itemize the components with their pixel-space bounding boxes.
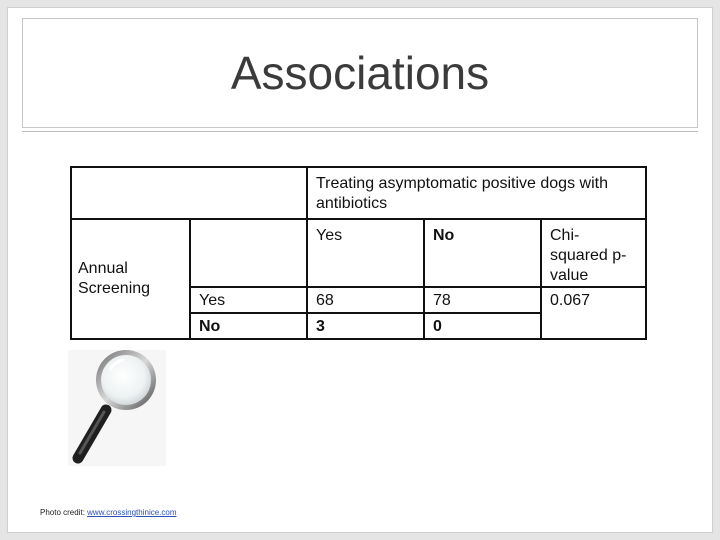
treatment-header: Treating asymptomatic positive dogs with antibiotics <box>316 175 608 212</box>
table-cell <box>307 313 424 339</box>
table-row <box>71 219 646 287</box>
photo-credit <box>40 508 177 517</box>
photo-credit-prefix: Photo credit: <box>40 508 88 517</box>
table-cell <box>190 219 307 287</box>
table-cell <box>424 287 541 313</box>
table-cell <box>541 287 646 339</box>
table-cell <box>190 313 307 339</box>
table-row <box>71 167 646 219</box>
associations-table <box>70 166 647 340</box>
table-cell <box>190 287 307 313</box>
table-header-group <box>307 167 646 219</box>
row-group-cell <box>71 219 190 339</box>
col-yes-header: Yes <box>316 227 343 244</box>
col-chi-header: Chi-squared p-value <box>550 227 627 284</box>
title-placeholder <box>22 18 698 128</box>
magnifying-glass-icon <box>68 350 166 466</box>
no-yes-value: 3 <box>316 318 325 335</box>
row-yes-label: Yes <box>199 292 226 309</box>
table-cell <box>307 219 424 287</box>
table-cell <box>424 313 541 339</box>
row-no-label: No <box>199 318 221 335</box>
title-divider <box>22 131 698 132</box>
table-cell <box>307 287 424 313</box>
p-value: 0.067 <box>550 292 591 309</box>
photo-credit-link[interactable]: www.crossingthinice.com <box>87 508 177 517</box>
table-cell <box>541 219 646 287</box>
no-no-value: 0 <box>433 318 442 335</box>
col-no-header: No <box>433 227 455 244</box>
table-corner-cell <box>71 167 307 219</box>
yes-yes-value: 68 <box>316 292 334 309</box>
yes-no-value: 78 <box>433 292 451 309</box>
slide-title: Associations <box>230 47 490 99</box>
annual-screening-label: Annual Screening <box>78 260 151 297</box>
table-cell <box>424 219 541 287</box>
